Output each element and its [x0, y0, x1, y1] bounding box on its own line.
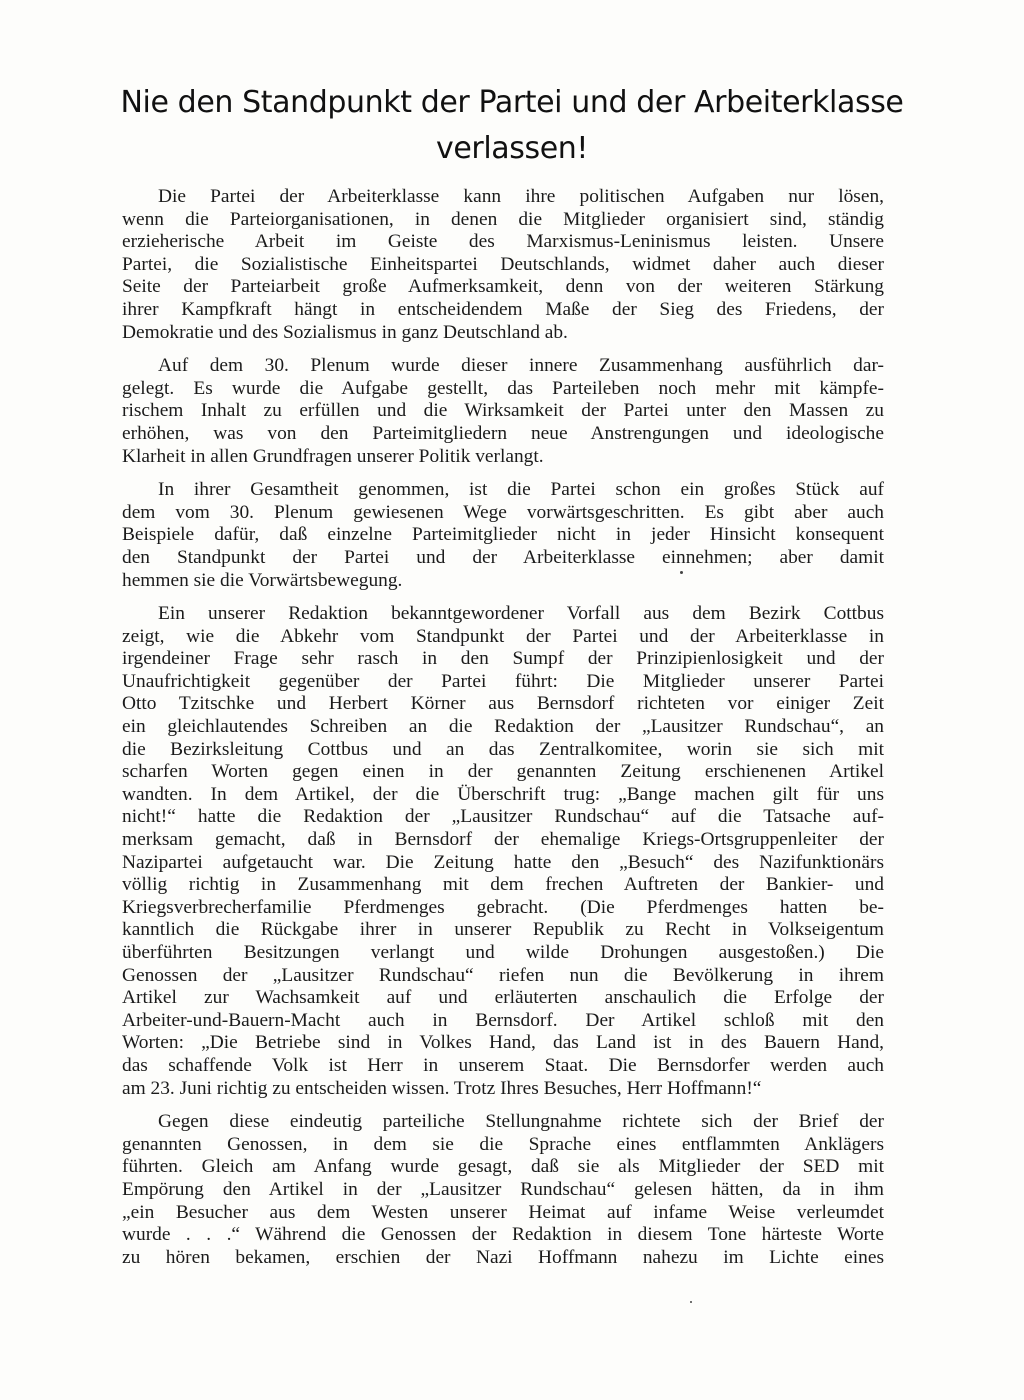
paragraph	[122, 603, 884, 1100]
text-line: Gegen diese eindeutig parteiliche Stellungnahme richtete sich der Brief der	[158, 1111, 884, 1133]
text-line: gelegt. Es wurde die Aufgabe gestellt, das Parteileben noch mehr mit kämpfe-	[122, 377, 884, 399]
text-line: hemmen sie die Vorwärtsbewegung.	[122, 569, 403, 591]
text-line: Ein unserer Redaktion bekanntgewordener Vorfall aus dem Bezirk Cottbus	[158, 603, 884, 625]
text-line: das schaffende Volk ist Herr in unserem Staat. Die Bernsdorfer werden auch	[122, 1054, 884, 1076]
text-line: Kriegsverbrecherfamilie Pferdmenges gebracht. (Die Pferdmenges hatten be-	[122, 896, 884, 918]
text-line: Beispiele dafür, daß einzelne Parteimitglieder nicht in jeder Hinsicht konsequent	[122, 524, 884, 546]
print-speck	[690, 1301, 692, 1303]
text-line: Arbeiter-und-Bauern-Macht auch in Bernsdorf. Der Artikel schloß mit den	[122, 1009, 884, 1031]
text-line: Otto Tzitschke und Herbert Körner aus Bernsdorf richteten vor einiger Zeit	[122, 693, 884, 715]
text-line: erhöhen, was von den Parteimitgliedern neue Anstrengungen und ideologische	[122, 422, 884, 444]
text-line: dem vom 30. Plenum gewiesenen Wege vorwärtsgeschritten. Es gibt aber auch	[122, 501, 884, 523]
text-line: überführten Besitzungen verlangt und wilde Drohungen ausgestoßen.) Die	[122, 942, 884, 963]
text-line: wandten. In dem Artikel, der die Überschrift trug: „Bange machen gilt für uns	[122, 783, 884, 805]
paragraph	[122, 186, 884, 344]
print-speck	[680, 571, 683, 574]
paragraph	[122, 1111, 884, 1269]
text-line: In ihrer Gesamtheit genommen, ist die Partei schon ein großes Stück auf	[158, 479, 884, 501]
text-line: rischem Inhalt zu erfüllen und die Wirksamkeit der Partei unter den Massen zu	[122, 400, 884, 422]
text-line: Genossen der „Lausitzer Rundschau“ riefen nun die Bevölkerung in ihrem	[122, 964, 884, 986]
text-line: erzieherische Arbeit im Geiste des Marxismus-Leninismus leisten. Unsere	[122, 231, 884, 253]
text-line: Empörung den Artikel in der „Lausitzer Rundschau“ gelesen hätten, da in ihm	[122, 1178, 884, 1200]
text-line: völlig richtig in Zusammenhang mit dem frechen Auftreten der Bankier- und	[122, 874, 884, 896]
text-line: die Bezirksleitung Cottbus und an das Zentralkomitee, worin sie sich mit	[122, 738, 884, 760]
text-line: zu hören bekamen, erschien der Nazi Hoffmann nahezu im Lichte eines	[122, 1246, 884, 1268]
text-line: irgendeiner Frage sehr rasch in den Sumpf der Prinzipienlosigkeit und der	[122, 648, 884, 670]
text-line: Auf dem 30. Plenum wurde dieser innere Zusammenhang ausführlich dar-	[158, 355, 884, 377]
text-line: nicht!“ hatte die Redaktion der „Lausitzer Rundschau“ auf die Tatsache auf-	[122, 806, 884, 828]
text-line: am 23. Juni richtig zu entscheiden wissen. Trotz Ihres Besuches, Herr Hoffmann!“	[122, 1077, 762, 1099]
text-line: kanntlich die Rückgabe ihrer in unserer Republik zu Recht in Volkseigentum	[122, 919, 884, 941]
text-line: „ein Besucher aus dem Westen unserer Heimat auf infame Weise verleumdet	[122, 1201, 884, 1223]
text-line: wenn die Parteiorganisationen, in denen die Mitglieder organisiert sind, ständig	[122, 208, 884, 230]
text-line: Nazipartei aufgetaucht war. Die Zeitung hatte den „Besuch“ des Nazifunktionärs	[122, 851, 884, 873]
article-body	[122, 186, 884, 1280]
text-line: Worten: „Die Betriebe sind in Volkes Hand, das Land ist in des Bauern Hand,	[122, 1032, 884, 1054]
text-line: Partei, die Sozialistische Einheitspartei Deutschlands, widmet daher auch dieser	[122, 253, 884, 275]
paragraph	[122, 479, 884, 592]
text-line: wurde . . .“ Während die Genossen der Redaktion in diesem Tone härteste Worte	[122, 1224, 884, 1246]
text-line: zeigt, wie die Abkehr vom Standpunkt der Partei und der Arbeiterklasse in	[122, 625, 884, 647]
text-line: Klarheit in allen Grundfragen unserer Politik verlangt.	[122, 445, 544, 467]
article-title-line-2: verlassen!	[435, 131, 589, 166]
article-title-line-1: Nie den Standpunkt der Partei und der Arbeiterklasse	[120, 85, 904, 120]
text-line: Seite der Parteiarbeit große Aufmerksamkeit, denn von der weiteren Stärkung	[122, 276, 884, 298]
text-line: ein gleichlautendes Schreiben an die Redaktion der „Lausitzer Rundschau“, an	[122, 716, 884, 738]
text-line: ihrer Kampfkraft hängt in entscheidendem Maße der Sieg des Friedens, der	[122, 298, 884, 320]
text-line: merksam gemacht, daß in Bernsdorf der ehemalige Kriegs-Ortsgruppenleiter der	[122, 829, 884, 851]
text-line: genannten Genossen, in dem sie die Sprache eines entflammten Anklägers	[122, 1133, 884, 1155]
text-line: Artikel zur Wachsamkeit auf und erläuterten anschaulich die Erfolge der	[122, 987, 884, 1009]
article-title	[100, 80, 924, 172]
text-line: den Standpunkt der Partei und der Arbeiterklasse einnehmen; aber damit	[122, 546, 884, 568]
text-line: Die Partei der Arbeiterklasse kann ihre politischen Aufgaben nur lösen,	[158, 186, 884, 207]
text-line: führten. Gleich am Anfang wurde gesagt, daß sie als Mitglieder der SED mit	[122, 1156, 884, 1178]
paragraph	[122, 355, 884, 468]
text-line: Unaufrichtigkeit gegenüber der Partei führt: Die Mitglieder unserer Partei	[122, 670, 884, 692]
text-line: Demokratie und des Sozialismus in ganz Deutschland ab.	[122, 321, 568, 343]
text-line: scharfen Worten gegen einen in der genannten Zeitung erschienenen Artikel	[122, 761, 884, 783]
